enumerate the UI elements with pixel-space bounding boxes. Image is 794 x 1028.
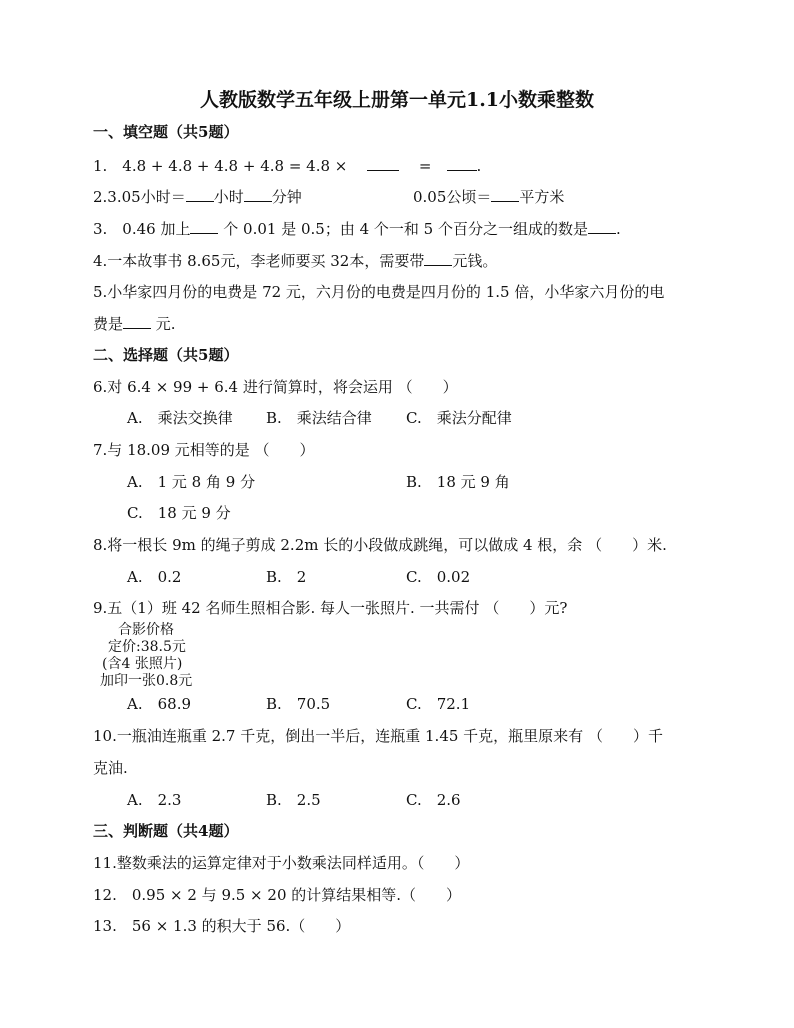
question-8: 8.将一根长 9m 的绳子剪成 2.2m 长的小段做成跳绳，可以做成 4 根，余 （ ）米.	[93, 536, 667, 554]
q6-option-a[interactable]: A. 乘法交换律	[127, 409, 233, 427]
q6-option-b[interactable]: B. 乘法结合律	[266, 409, 372, 427]
answer-blank[interactable]	[123, 313, 151, 329]
question-1-text: 1. 4.8 + 4.8 + 4.8 + 4.8 = 4.8 ×	[93, 157, 348, 175]
question-6: 6.对 6.4 × 99 + 6.4 进行简算时，将会运用 （ ）	[93, 378, 458, 396]
question-3	[93, 218, 621, 239]
price-box-price: 定价:38.5元	[108, 639, 186, 655]
question-2b	[413, 186, 564, 207]
question-5-text: 费是	[93, 315, 124, 333]
q9-option-a[interactable]: A. 68.9	[127, 695, 191, 713]
question-7: 7.与 18.09 元相等的是 （ ）	[93, 441, 315, 459]
question-3-text: 3. 0.46 加上	[93, 220, 191, 238]
q10-option-a[interactable]: A. 2.3	[127, 791, 182, 809]
period: .	[615, 220, 621, 238]
answer-blank[interactable]	[190, 218, 218, 234]
question-4-text: 4.一本故事书 8.65元，李老师要买 32本，需要带	[93, 252, 425, 270]
question-2b-text: 0.05公顷＝	[413, 188, 492, 206]
section-heading-fill-blank: 一、填空题（共5题）	[93, 123, 239, 141]
q8-option-b[interactable]: B. 2	[266, 568, 307, 586]
answer-blank[interactable]	[424, 250, 452, 266]
q7-option-a[interactable]: A. 1 元 8 角 9 分	[127, 473, 256, 491]
q9-option-c[interactable]: C. 72.1	[406, 695, 471, 713]
q8-option-a[interactable]: A. 0.2	[127, 568, 182, 586]
price-box-note: (含4 张照片)	[102, 656, 183, 672]
unit-minute: 分钟	[271, 188, 302, 206]
q8-option-c[interactable]: C. 0.02	[406, 568, 471, 586]
section-heading-choice: 二、选择题（共5题）	[93, 346, 239, 364]
question-5: 5.小华家四月份的电费是 72 元，六月份的电费是四月份的 1.5 倍，小华家六月份的电	[93, 283, 665, 301]
question-2-text: 2.3.05小时＝	[93, 188, 186, 206]
question-2	[93, 186, 302, 207]
question-13: 13. 56 × 1.3 的积大于 56.（ ）	[93, 917, 351, 935]
price-box-heading: 合影价格	[118, 622, 174, 638]
question-3-text-2: 个 0.01 是 0.5；由 4 个一和 5 个百分之一组成的数是	[223, 220, 588, 238]
q10-option-b[interactable]: B. 2.5	[266, 791, 321, 809]
answer-blank[interactable]	[367, 155, 399, 171]
q10-option-c[interactable]: C. 2.6	[406, 791, 461, 809]
period: .	[476, 157, 482, 175]
answer-blank[interactable]	[491, 186, 519, 202]
equals-sign: =	[418, 157, 432, 175]
price-info-box	[100, 622, 210, 690]
question-9: 9.五（1）班 42 名师生照相合影. 每人一张照片. 一共需付 （ ）元?	[93, 599, 568, 617]
unit-sqm: 平方米	[519, 188, 565, 206]
q7-option-b[interactable]: B. 18 元 9 角	[406, 473, 510, 491]
question-10: 10.一瓶油连瓶重 2.7 千克，倒出一半后，连瓶重 1.45 千克，瓶里原来有 （ ）千	[93, 727, 663, 745]
page-title: 人教版数学五年级上册第一单元1.1小数乘整数	[199, 89, 595, 111]
answer-blank[interactable]	[447, 155, 477, 171]
q9-option-b[interactable]: B. 70.5	[266, 695, 331, 713]
answer-blank[interactable]	[186, 186, 214, 202]
price-box-extra: 加印一张0.8元	[100, 673, 193, 689]
question-5-unit: 元.	[155, 315, 176, 333]
section-heading-judge: 三、判断题（共4题）	[93, 822, 239, 840]
q6-option-c[interactable]: C. 乘法分配律	[406, 409, 512, 427]
question-12: 12. 0.95 × 2 与 9.5 × 20 的计算结果相等.（ ）	[93, 886, 462, 904]
unit-hour: 小时	[213, 188, 244, 206]
question-4-unit: 元钱。	[452, 252, 498, 270]
q7-option-c[interactable]: C. 18 元 9 分	[127, 504, 231, 522]
answer-blank[interactable]	[588, 218, 616, 234]
question-4	[93, 250, 497, 271]
question-5-line2	[93, 313, 176, 334]
question-11: 11.整数乘法的运算定律对于小数乘法同样适用。（ ）	[93, 854, 470, 872]
answer-blank[interactable]	[244, 186, 272, 202]
question-1	[93, 155, 481, 176]
question-10-line2: 克油.	[93, 759, 128, 777]
